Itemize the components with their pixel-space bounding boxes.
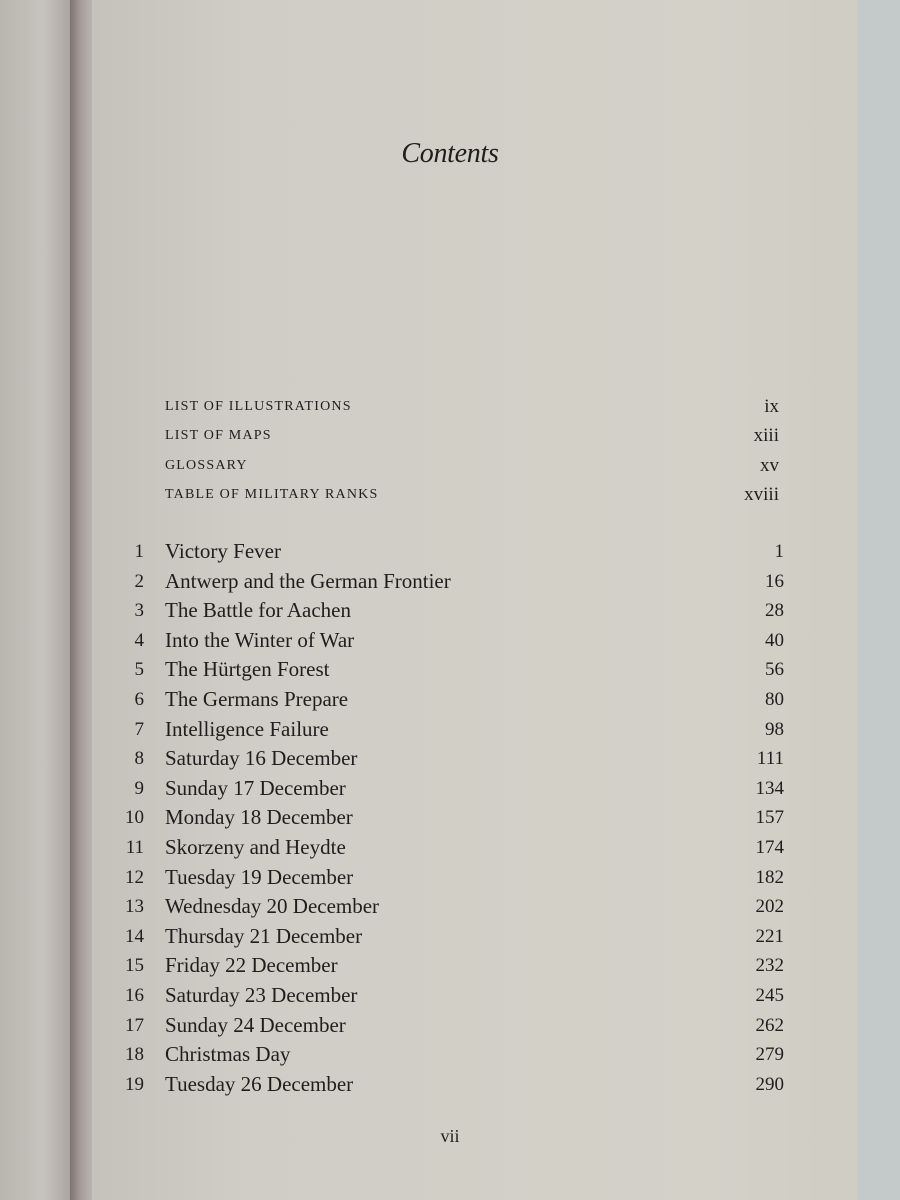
chapter-number: 11 bbox=[125, 837, 144, 858]
front-matter-entry bbox=[165, 425, 779, 448]
chapter-page: 56 bbox=[765, 659, 784, 681]
chapter-title: Thursday 21 December bbox=[165, 923, 363, 948]
chapter-page: 1 bbox=[774, 541, 784, 562]
chapter-entry bbox=[100, 657, 784, 685]
chapter-page: 28 bbox=[765, 600, 784, 622]
chapter-title: Into the Winter of War bbox=[165, 627, 355, 652]
chapter-number: 3 bbox=[134, 600, 144, 622]
chapter-entry bbox=[100, 1013, 784, 1041]
chapter-title: Sunday 17 December bbox=[165, 775, 346, 800]
chapter-page: 262 bbox=[755, 1014, 784, 1036]
chapter-page: 290 bbox=[755, 1073, 784, 1095]
chapter-title: Friday 22 December bbox=[165, 953, 338, 978]
chapter-page: 40 bbox=[765, 629, 784, 651]
chapter-entry bbox=[100, 894, 784, 922]
chapter-number: 2 bbox=[134, 570, 144, 592]
chapter-entry bbox=[100, 953, 784, 981]
chapter-page: 157 bbox=[755, 807, 784, 829]
entry-label: LIST OF ILLUSTRATIONS bbox=[165, 399, 352, 414]
chapter-entry bbox=[100, 598, 784, 626]
page-title: Contents bbox=[401, 138, 499, 169]
chapter-number: 14 bbox=[125, 925, 144, 947]
chapter-number: 18 bbox=[125, 1044, 144, 1066]
entry-page: xiii bbox=[753, 425, 779, 447]
entry-page: xv bbox=[760, 454, 779, 476]
front-matter-entry bbox=[165, 454, 779, 478]
chapter-page: 202 bbox=[755, 896, 784, 918]
chapter-title: The Germans Prepare bbox=[165, 687, 349, 711]
chapter-entry bbox=[100, 746, 784, 774]
chapter-entry bbox=[100, 805, 784, 833]
entry-label: GLOSSARY bbox=[165, 457, 248, 473]
chapter-entry bbox=[100, 569, 784, 597]
chapter-number: 6 bbox=[134, 689, 144, 710]
chapter-page: 134 bbox=[755, 777, 784, 799]
chapter-title: Sunday 24 December bbox=[165, 1012, 346, 1037]
chapter-number: 15 bbox=[125, 955, 144, 977]
chapter-number: 12 bbox=[125, 866, 144, 888]
chapter-title: Antwerp and the German Frontier bbox=[165, 568, 451, 593]
chapter-title: Saturday 23 December bbox=[165, 983, 358, 1007]
chapter-page: 111 bbox=[756, 748, 784, 770]
chapter-number: 4 bbox=[134, 629, 144, 651]
chapter-number: 7 bbox=[134, 718, 144, 740]
chapter-entry bbox=[100, 628, 784, 656]
chapter-entry bbox=[100, 539, 784, 567]
front-matter-entry bbox=[165, 483, 779, 507]
chapter-page: 174 bbox=[755, 837, 784, 858]
chapter-title: Monday 18 December bbox=[165, 805, 353, 830]
chapter-number: 8 bbox=[134, 748, 144, 770]
chapter-page: 16 bbox=[765, 570, 784, 592]
front-matter-entry bbox=[165, 396, 779, 419]
chapter-page: 245 bbox=[755, 985, 784, 1006]
chapter-number: 19 bbox=[125, 1073, 144, 1095]
chapter-entry bbox=[100, 983, 784, 1011]
chapter-entry bbox=[100, 776, 784, 804]
chapter-title: Tuesday 19 December bbox=[165, 864, 354, 889]
chapter-page: 182 bbox=[755, 866, 784, 888]
chapter-title: Tuesday 26 December bbox=[165, 1071, 354, 1096]
chapter-entry bbox=[100, 717, 784, 745]
chapter-page: 232 bbox=[755, 955, 784, 977]
chapter-page: 279 bbox=[755, 1044, 784, 1066]
background-surface bbox=[858, 0, 900, 1200]
chapter-title: Saturday 16 December bbox=[165, 746, 358, 771]
chapter-entry bbox=[100, 1042, 784, 1070]
entry-page: xviii bbox=[744, 483, 779, 505]
chapter-title: Intelligence Failure bbox=[165, 716, 329, 741]
chapter-number: 10 bbox=[125, 807, 144, 829]
chapter-title: The Hürtgen Forest bbox=[165, 657, 330, 682]
chapter-number: 13 bbox=[125, 896, 144, 918]
chapter-title: Wednesday 20 December bbox=[165, 894, 380, 919]
entry-label: TABLE OF MILITARY RANKS bbox=[165, 486, 379, 502]
chapter-number: 5 bbox=[134, 659, 144, 681]
chapter-entry bbox=[100, 924, 784, 952]
facing-page-edge bbox=[0, 0, 72, 1200]
chapter-title: Skorzeny and Heydte bbox=[165, 835, 346, 859]
chapter-page: 221 bbox=[755, 925, 784, 947]
chapter-number: 9 bbox=[134, 777, 144, 799]
chapter-entry bbox=[100, 1072, 784, 1100]
entry-page: ix bbox=[764, 396, 779, 417]
chapter-number: 17 bbox=[125, 1014, 144, 1036]
chapter-number: 1 bbox=[134, 541, 144, 562]
entry-label: LIST OF MAPS bbox=[165, 428, 272, 444]
chapter-entry bbox=[100, 865, 784, 893]
chapter-title: The Battle for Aachen bbox=[165, 598, 352, 623]
chapter-entry bbox=[100, 835, 784, 863]
chapter-entry bbox=[100, 687, 784, 715]
chapter-title: Victory Fever bbox=[165, 539, 281, 563]
chapter-page: 80 bbox=[765, 689, 784, 710]
chapter-title: Christmas Day bbox=[165, 1042, 291, 1067]
chapter-page: 98 bbox=[765, 718, 784, 740]
chapter-number: 16 bbox=[125, 985, 144, 1006]
page-number: vii bbox=[440, 1126, 460, 1146]
